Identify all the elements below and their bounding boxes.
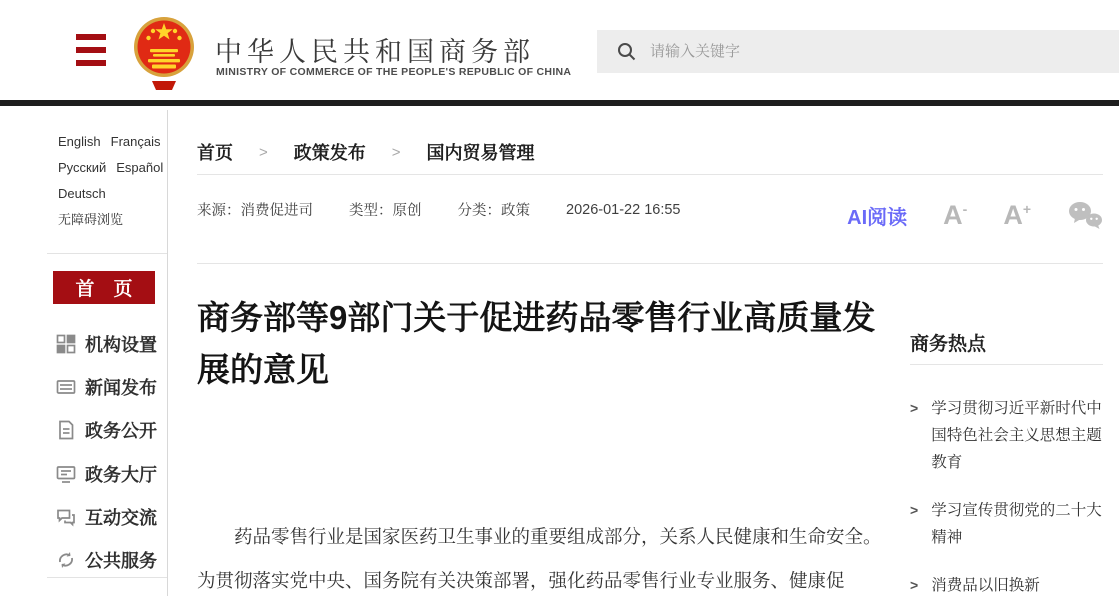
- chevron-right-icon: >: [910, 400, 919, 416]
- wechat-icon: [1067, 201, 1103, 230]
- chevron-right-icon: >: [910, 577, 919, 593]
- breadcrumb-divider: [197, 174, 1103, 175]
- lang-link-francais[interactable]: Français: [110, 134, 161, 149]
- hot-topics-list: [910, 395, 1110, 596]
- sidebar-item-gov-info[interactable]: [55, 409, 167, 452]
- sidebar-item-label: 公共服务: [85, 551, 157, 572]
- lang-link-deutsch[interactable]: Deutsch: [58, 186, 106, 201]
- meta-datetime: 2026-01-22 16:55: [566, 201, 681, 218]
- hot-topic-label: 学习贯彻习近平新时代中国特色社会主义思想主题教育: [931, 400, 1102, 471]
- language-switcher: [58, 134, 172, 228]
- national-emblem-logo: [132, 11, 196, 95]
- site-subtitle: MINISTRY OF COMMERCE OF THE PEOPLE'S REPUBLIC OF CHINA: [216, 66, 572, 78]
- sidebar-item-label: 互动交流: [85, 507, 157, 528]
- wechat-share-button[interactable]: [1067, 201, 1103, 230]
- ai-read-button[interactable]: AI阅读: [847, 206, 908, 229]
- hot-topic-label: 消费品以旧换新: [931, 577, 1040, 594]
- breadcrumb-home[interactable]: 首页: [197, 143, 233, 163]
- hot-topic-item[interactable]: [910, 395, 1110, 476]
- chevron-right-icon: >: [910, 502, 919, 518]
- header-divider-bar: [0, 100, 1119, 106]
- lang-link-espanol[interactable]: Español: [116, 160, 164, 175]
- article-tools: [847, 194, 1103, 236]
- article-title: 商务部等9部门关于促进药品零售行业高质量发展的意见: [197, 299, 876, 388]
- font-decrease-button[interactable]: A-: [943, 199, 968, 230]
- newspaper-icon: [55, 376, 76, 397]
- search-box[interactable]: [597, 30, 1119, 73]
- hot-topics-title: 商务热点: [910, 334, 987, 355]
- sidebar-item-label: 政务大厅: [85, 464, 157, 485]
- breadcrumb: [197, 139, 535, 165]
- breadcrumb-separator: >: [391, 143, 401, 161]
- article-meta: [197, 199, 681, 220]
- meta-type: 类型：原创: [349, 203, 422, 219]
- plus-sign: +: [1022, 200, 1031, 217]
- sidebar-item-label: 机构设置: [85, 334, 157, 355]
- sidebar-item-service-hall[interactable]: [55, 452, 167, 495]
- site-title: 中华人民共和国商务部: [215, 37, 535, 67]
- hot-topic-item[interactable]: [910, 572, 1110, 596]
- sidebar-content-divider: [167, 110, 168, 596]
- lang-link-english[interactable]: English: [58, 134, 101, 149]
- article-body-paragraph: 药品零售行业是国家医药卫生事业的重要组成部分，关系人民健康和生命安全。为贯彻落实党中央、国务院有关决策部署，强化药品零售行业专业服务、健康促: [197, 526, 882, 591]
- monitor-icon: [55, 463, 76, 484]
- sidebar-item-public-service[interactable]: [55, 538, 167, 581]
- meta-source: 来源：消费促进司: [197, 203, 313, 219]
- search-input[interactable]: [650, 43, 1030, 60]
- accessibility-browse-link[interactable]: 无障碍浏览: [58, 212, 124, 227]
- minus-sign: -: [962, 200, 968, 217]
- site-header: [0, 0, 1119, 100]
- sidebar-item-interaction[interactable]: [55, 495, 167, 538]
- home-button-label: 首 页: [75, 279, 133, 300]
- sidebar-item-label: 政务公开: [85, 421, 157, 442]
- sidebar-menu: [55, 322, 167, 582]
- hamburger-menu-icon[interactable]: [76, 34, 106, 66]
- lang-link-russian[interactable]: Русский: [58, 160, 107, 175]
- sidebar-home-button[interactable]: [53, 271, 155, 304]
- meta-divider: [197, 263, 1103, 264]
- sidebar-item-label: 新闻发布: [85, 377, 157, 398]
- grid-icon: [55, 333, 76, 354]
- hot-topics-divider: [910, 364, 1103, 365]
- hot-topic-label: 学习宣传贯彻党的二十大精神: [931, 502, 1102, 546]
- breadcrumb-domestic-trade[interactable]: 国内贸易管理: [426, 143, 535, 163]
- sidebar-item-news[interactable]: [55, 365, 167, 408]
- breadcrumb-separator: >: [259, 143, 268, 161]
- hot-topic-item[interactable]: [910, 497, 1110, 551]
- document-icon: [55, 420, 76, 441]
- font-increase-button[interactable]: A+: [1003, 199, 1031, 230]
- breadcrumb-policy-release[interactable]: 政策发布: [293, 143, 366, 163]
- sidebar-item-organization[interactable]: [55, 322, 167, 365]
- meta-category: 分类：政策: [457, 203, 530, 219]
- sidebar-bottom-divider: [47, 577, 167, 578]
- sidebar-top-divider: [47, 253, 167, 254]
- search-icon: [617, 42, 636, 61]
- chat-icon: [55, 506, 76, 527]
- sync-arrows-icon: [55, 550, 76, 571]
